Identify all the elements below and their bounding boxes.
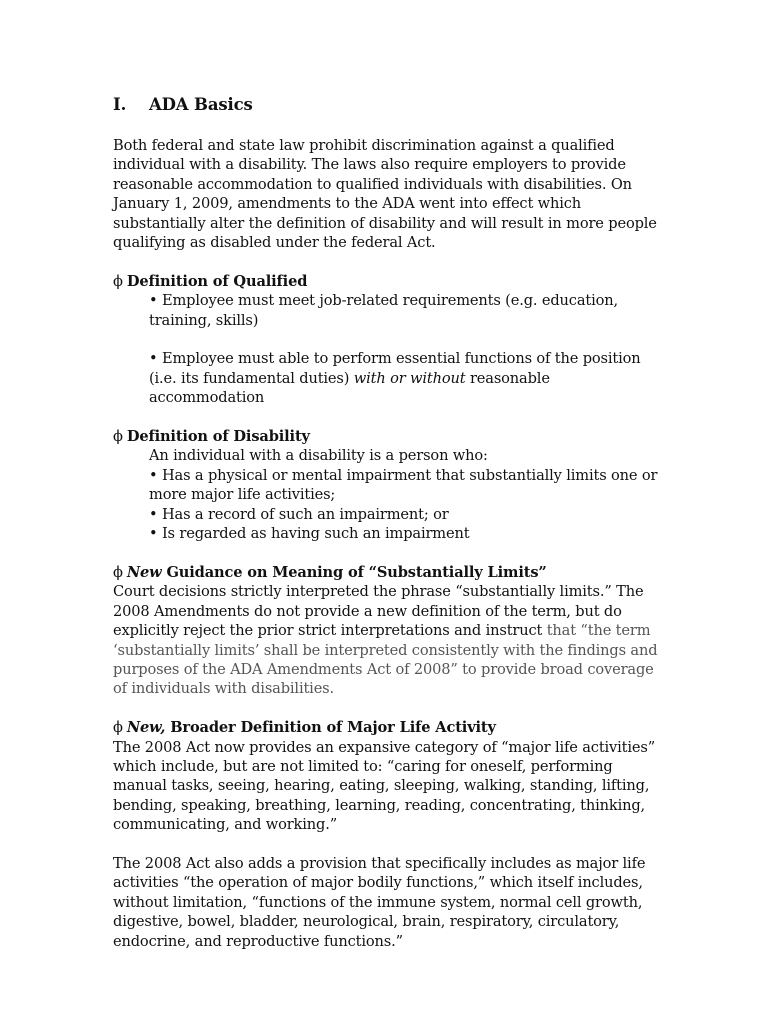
major-life-title <box>113 718 661 737</box>
intro-paragraph: Both federal and state law prohibit discrimination against a qualified individual with a disability. The laws also require employers to provide reasonable accommodation to qualified individuals with disabilities. On January 1, 2009, amendments to the ADA went into effect which substantially alter the definition of disability and will result in more people qualifying as disabled under the federal Act. <box>113 137 657 252</box>
qualified-item-2-text: • Employee must able to perform essential functions of the position (i.e. its fundamental duties) <box>149 350 641 387</box>
phi-bullet-icon: ϕ <box>113 272 123 290</box>
disability-title <box>113 427 661 446</box>
substantially-title <box>113 563 661 582</box>
heading-number: I. <box>113 95 127 114</box>
qualified-item-2-end: reasonable accommodation <box>149 369 550 407</box>
substantially-body <box>113 582 661 698</box>
substantially-body-quote: that “the term ‘substantially limits’ shall be interpreted consistently with the findings and purposes of the ADA Amendments Act of 2008” to provide broad coverage of individuals with disabilities. <box>113 622 658 698</box>
qualified-item-1: • Employee must meet job-related requirements (e.g. education, training, skills) <box>149 292 618 329</box>
phi-bullet-icon: ϕ <box>113 563 123 581</box>
disability-lead: An individual with a disability is a person who: <box>149 447 488 465</box>
qualified-title-text: Definition of Qualified <box>126 272 308 290</box>
phi-bullet-icon: ϕ <box>113 719 123 737</box>
major-life-body-1: The 2008 Act now provides an expansive category of “major life activities” which include, but are not limited to: “caring for oneself, performing manual tasks, seeing, hearing, eating, sleeping, walking, standing, lifting, bending, speaking, breathing, learning, reading, concentrating, thinking, communicating, and working.” <box>113 738 656 834</box>
heading-title: ADA Basics <box>149 95 253 114</box>
qualified-item-2-italic: with or without <box>353 369 466 387</box>
major-life-title-italic: New, <box>126 719 166 737</box>
substantially-body-text: Court decisions strictly interpreted the phrase “substantially limits.” The 2008 Amendments do not provide a new definition of the term, but do explicitly reject the prior strict interpretations and instruct <box>113 583 644 640</box>
disability-title-text: Definition of Disability <box>126 428 310 446</box>
qualified-title <box>113 272 661 291</box>
qualified-item-2 <box>149 349 661 407</box>
substantially-title-italic: New <box>126 563 162 581</box>
disability-item: • Has a physical or mental impairment that substantially limits one or more major life activities; <box>149 466 658 504</box>
substantially-title-text: Guidance on Meaning of “Substantially Limits” <box>161 563 547 581</box>
document-page <box>113 94 661 951</box>
section-heading <box>113 94 661 116</box>
disability-item: • Has a record of such an impairment; or <box>149 505 449 523</box>
phi-bullet-icon: ϕ <box>113 428 123 446</box>
disability-item: • Is regarded as having such an impairment <box>149 525 470 543</box>
major-life-body-2: The 2008 Act also adds a provision that specifically includes as major life activities “the operation of major bodily functions,” which itself includes, without limitation, “functions of the immune system, normal cell growth, digestive, bowel, bladder, neurological, brain, respiratory, circulatory, endocrine, and reproductive functions.” <box>113 854 646 950</box>
major-life-title-text: Broader Definition of Major Life Activity <box>165 719 496 737</box>
